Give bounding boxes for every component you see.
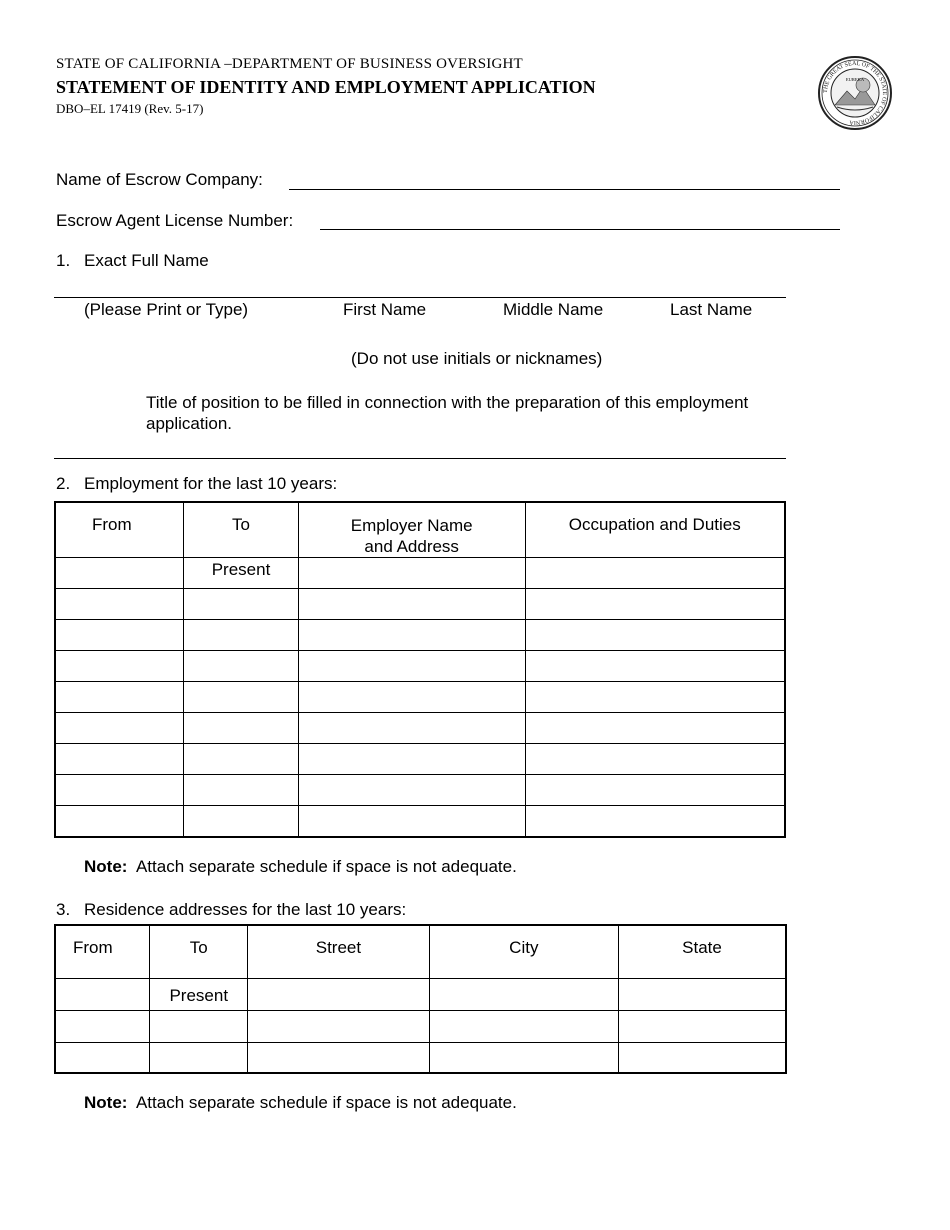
table-row	[55, 978, 786, 1010]
table-cell[interactable]	[184, 775, 299, 806]
table-cell[interactable]	[525, 620, 785, 651]
table-cell[interactable]	[525, 744, 785, 775]
table-cell[interactable]	[248, 978, 429, 1010]
initials-note: (Do not use initials or nicknames)	[351, 349, 603, 368]
table-cell[interactable]	[618, 978, 786, 1010]
table-cell[interactable]	[298, 620, 525, 651]
employment-col-employer: Employer Name and Address	[298, 502, 525, 558]
residence-note	[84, 1093, 517, 1113]
table-row	[55, 651, 785, 682]
section3-number: 3.	[56, 900, 71, 919]
table-cell[interactable]	[298, 806, 525, 837]
agency-name: STATE OF CALIFORNIA –DEPARTMENT OF BUSINESS OVERSIGHT	[56, 56, 523, 72]
table-cell[interactable]	[298, 558, 525, 589]
table-cell[interactable]	[150, 1042, 248, 1073]
table-cell[interactable]	[55, 744, 184, 775]
table-cell[interactable]	[525, 713, 785, 744]
table-cell[interactable]	[525, 806, 785, 837]
california-seal-icon	[817, 55, 893, 131]
table-row	[55, 620, 785, 651]
first-name-label: First Name	[343, 300, 427, 319]
table-cell[interactable]	[184, 651, 299, 682]
table-cell[interactable]	[55, 589, 184, 620]
section3-heading: Residence addresses for the last 10 years:	[84, 900, 407, 919]
table-cell[interactable]	[248, 1042, 429, 1073]
table-cell[interactable]	[150, 1010, 248, 1042]
table-cell[interactable]	[298, 682, 525, 713]
residence-col-city: City	[429, 925, 618, 978]
seal-motto: EUREKA	[845, 77, 865, 82]
table-cell[interactable]	[55, 713, 184, 744]
table-cell[interactable]	[618, 1042, 786, 1073]
escrow-company-field[interactable]	[289, 189, 840, 190]
employment-table	[54, 501, 786, 838]
table-row	[55, 1042, 786, 1073]
table-cell[interactable]	[298, 744, 525, 775]
table-row	[55, 713, 785, 744]
table-row	[55, 1010, 786, 1042]
note-text: Attach separate schedule if space is not adequate.	[135, 1093, 517, 1112]
table-cell[interactable]	[55, 558, 184, 589]
svg-text:THE GREAT SEAL OF THE STATE OF: THE GREAT SEAL OF THE STATE OF CALIFORNIA	[822, 60, 888, 126]
middle-name-label: Middle Name	[503, 300, 604, 319]
table-cell[interactable]	[525, 682, 785, 713]
residence-col-state: State	[618, 925, 786, 978]
table-row	[55, 775, 785, 806]
table-cell[interactable]	[298, 589, 525, 620]
note-label: Note:	[84, 1093, 128, 1112]
license-number-field[interactable]	[320, 229, 840, 230]
employment-col-to: To	[184, 502, 299, 558]
form-title: STATEMENT OF IDENTITY AND EMPLOYMENT APPLICATION	[56, 77, 596, 97]
table-cell[interactable]	[55, 806, 184, 837]
section2-number: 2.	[56, 474, 71, 493]
table-cell[interactable]	[298, 651, 525, 682]
residence-col-from: From	[55, 925, 150, 978]
table-cell[interactable]	[525, 651, 785, 682]
full-name-field[interactable]	[54, 297, 786, 298]
present-cell[interactable]: Present	[150, 978, 248, 1010]
residence-col-to: To	[150, 925, 248, 978]
table-cell[interactable]	[298, 775, 525, 806]
table-cell[interactable]	[429, 1010, 618, 1042]
table-cell[interactable]	[55, 651, 184, 682]
position-title-field[interactable]	[54, 458, 786, 459]
section2-heading: Employment for the last 10 years:	[84, 474, 338, 493]
table-row	[55, 682, 785, 713]
residence-header-row	[55, 925, 786, 978]
last-name-label: Last Name	[670, 300, 753, 319]
escrow-company-label: Name of Escrow Company:	[56, 170, 263, 189]
residence-col-street: Street	[248, 925, 429, 978]
table-cell[interactable]	[55, 978, 150, 1010]
position-instruction: Title of position to be filled in connection with the preparation of this employment application.	[146, 393, 749, 433]
table-row	[55, 589, 785, 620]
table-cell[interactable]	[248, 1010, 429, 1042]
table-row	[55, 806, 785, 837]
table-cell[interactable]	[298, 713, 525, 744]
section1-number: 1.	[56, 251, 71, 270]
table-cell[interactable]	[55, 775, 184, 806]
table-cell[interactable]	[429, 978, 618, 1010]
table-cell[interactable]	[55, 682, 184, 713]
employment-note	[84, 857, 517, 877]
table-cell[interactable]	[55, 1010, 150, 1042]
table-cell[interactable]	[618, 1010, 786, 1042]
print-hint: (Please Print or Type)	[84, 300, 249, 319]
table-cell[interactable]	[184, 713, 299, 744]
employment-col-from: From	[55, 502, 184, 558]
table-cell[interactable]	[184, 744, 299, 775]
table-cell[interactable]	[525, 775, 785, 806]
table-cell[interactable]	[184, 589, 299, 620]
table-cell[interactable]	[525, 558, 785, 589]
table-cell[interactable]	[525, 589, 785, 620]
note-label: Note:	[84, 857, 128, 876]
present-cell[interactable]: Present	[184, 558, 299, 589]
license-number-label: Escrow Agent License Number:	[56, 211, 294, 230]
table-row	[55, 744, 785, 775]
employment-header-row	[55, 502, 785, 558]
table-cell[interactable]	[55, 620, 184, 651]
table-cell[interactable]	[184, 682, 299, 713]
section1-heading: Exact Full Name	[84, 251, 209, 270]
residence-table	[54, 924, 787, 1074]
table-cell[interactable]	[184, 620, 299, 651]
table-row	[55, 558, 785, 589]
note-text: Attach separate schedule if space is not adequate.	[135, 857, 517, 876]
table-cell[interactable]	[429, 1042, 618, 1073]
table-cell[interactable]	[184, 806, 299, 837]
employment-col-occupation: Occupation and Duties	[525, 502, 785, 558]
form-number: DBO–EL 17419 (Rev. 5-17)	[56, 101, 204, 116]
table-cell[interactable]	[55, 1042, 150, 1073]
